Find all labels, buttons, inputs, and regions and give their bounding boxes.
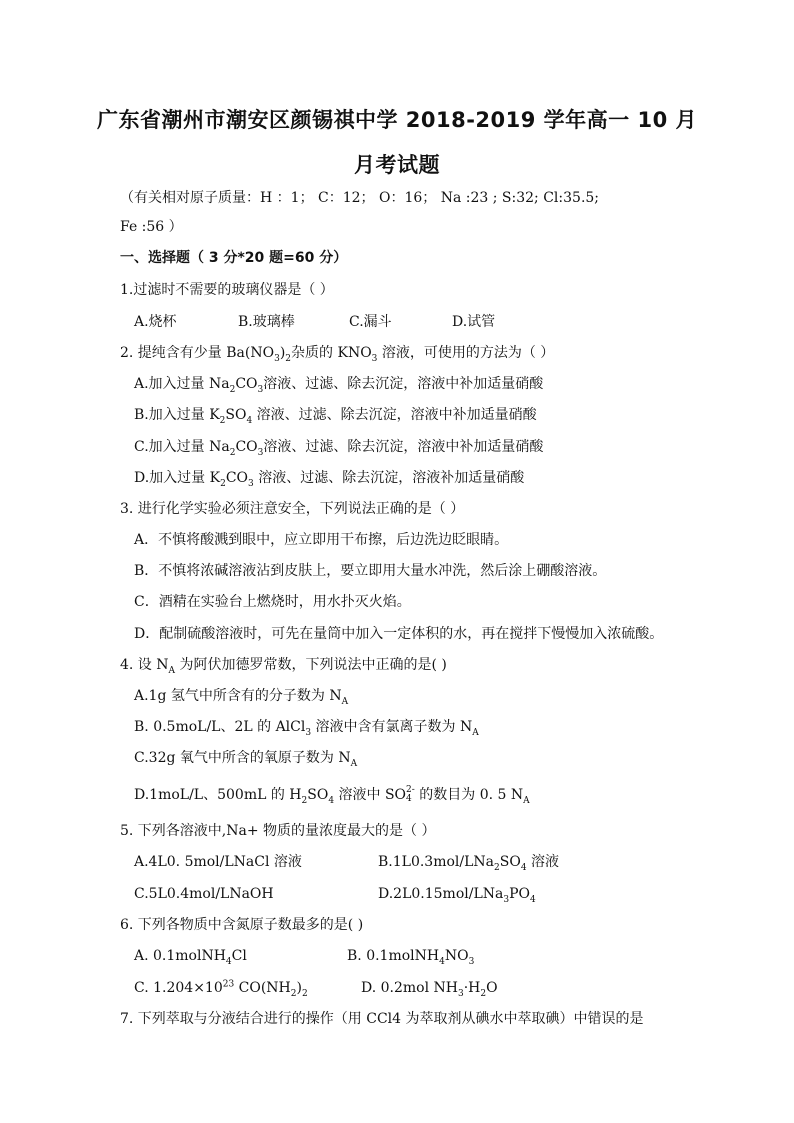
question-5-option-d: $D.2L0.15mol/LNa_3PO_4$ xyxy=(378,886,536,905)
question-2-stem: 2. 提纯含有少量 $Ba(NO_3)_2$杂质的 $KNO_3$ 溶液，可使用的方法为（ ） xyxy=(120,345,555,364)
question-5-option-c: C.5L0.4mol/LNaOH xyxy=(134,886,274,902)
question-4-option-a: A.1g 氢气中所含有的分子数为 $N_A$ xyxy=(134,688,349,707)
question-6-option-c: C. $1.204\times 10^{23}$ $CO(NH_2)_2$ xyxy=(134,979,308,999)
question-3-option-b: B．不慎将浓碱溶液沾到皮肤上，要立即用大量水冲洗，然后涂上硼酸溶液。 xyxy=(134,563,607,579)
section-heading-choice: 一、选择题（ 3 分*20 题=60 分） xyxy=(120,250,348,266)
question-6-stem: 6. 下列各物质中含氮原子数最多的是( ) xyxy=(120,917,364,933)
question-1-stem: 1.过滤时不需要的玻璃仪器是（ ） xyxy=(120,282,334,298)
question-3-option-c: C．酒精在实验台上燃烧时，用水扑灭火焰。 xyxy=(134,594,411,610)
question-5-stem: 5. 下列各溶液中,Na+ 物质的量浓度最大的是（ ） xyxy=(120,823,436,839)
question-2-option-b: B.加入过量 $K_2SO_4$ 溶液、过滤、除去沉淀，溶液中补加适量硝酸 xyxy=(134,407,537,426)
document-title-line-1: 广东省潮州市潮安区颜锡祺中学 2018-2019 学年高一 10 月 xyxy=(96,108,698,132)
question-6-option-d: D. 0.2mol $NH_3\cdot H_2O$ xyxy=(361,980,498,999)
question-1-option-a: A.烧杯 xyxy=(134,314,177,330)
question-4-stem: 4. 设 $N_A$ 为阿伏加德罗常数，下列说法中正确的是( ) xyxy=(120,657,447,676)
document-title-line-2: 月考试题 xyxy=(354,153,440,177)
question-3-option-d: D．配制硫酸溶液时，可先在量筒中加入一定体积的水，再在搅拌下慢慢加入浓硫酸。 xyxy=(134,626,664,642)
question-3-stem: 3. 进行化学实验必须注意安全，下列说法正确的是（ ） xyxy=(120,501,465,517)
question-1-option-c: C.漏斗 xyxy=(349,314,392,330)
question-1-option-d: D.试管 xyxy=(452,314,496,330)
question-2-option-c: C.加入过量 $Na_2CO_3$溶液、过滤、除去沉淀，溶液中补加适量硝酸 xyxy=(134,439,544,458)
question-7-stem: 7. 下列萃取与分液结合进行的操作（用 CCl4 为萃取剂从碘水中萃取碘）中错误的是 xyxy=(120,1011,644,1027)
question-4-option-d: D.1moL/L、500mL 的 $H_2SO_4$ 溶液中 SO 2- 4 的数目为 0. 5 $N_A$ xyxy=(134,785,530,806)
question-3-option-a: A．不慎将酸溅到眼中，应立即用干布擦，后边洗边眨眼睛。 xyxy=(134,532,509,548)
question-6-option-a: A. 0.1molNH$_4$Cl xyxy=(134,948,247,967)
question-6-option-b: B. $0.1molNH_4NO_3$ xyxy=(347,948,475,967)
question-4-option-b: B. 0.5moL/L、2L 的 AlCl$_3$ 溶液中含有氯离子数为 $N_A$ xyxy=(134,719,479,738)
question-1-option-b: B.玻璃棒 xyxy=(238,314,295,330)
question-2-option-d: D.加入过量 $K_2CO_3$ 溶液、过滤、除去沉淀，溶液补加适量硝酸 xyxy=(134,470,525,489)
question-5-option-b: $B.1L0.3mol/LNa_2SO_4$ 溶液 xyxy=(378,854,559,873)
atomic-mass-note-line-1: （有关相对原子质量：H ：1； C：12； O：16； Na :23 ; S:32; Cl:35.5; xyxy=(120,190,600,206)
atomic-mass-note-line-2: Fe :56 ） xyxy=(120,219,183,235)
question-4-option-c: C.32g 氧气中所含的氧原子数为 $N_A$ xyxy=(134,750,358,769)
question-2-option-a: A.加入过量 $Na_2CO_3$溶液、过滤、除去沉淀，溶液中补加适量硝酸 xyxy=(134,376,544,395)
question-5-option-a: A.4L0. 5mol/LNaCl 溶液 xyxy=(134,854,302,870)
